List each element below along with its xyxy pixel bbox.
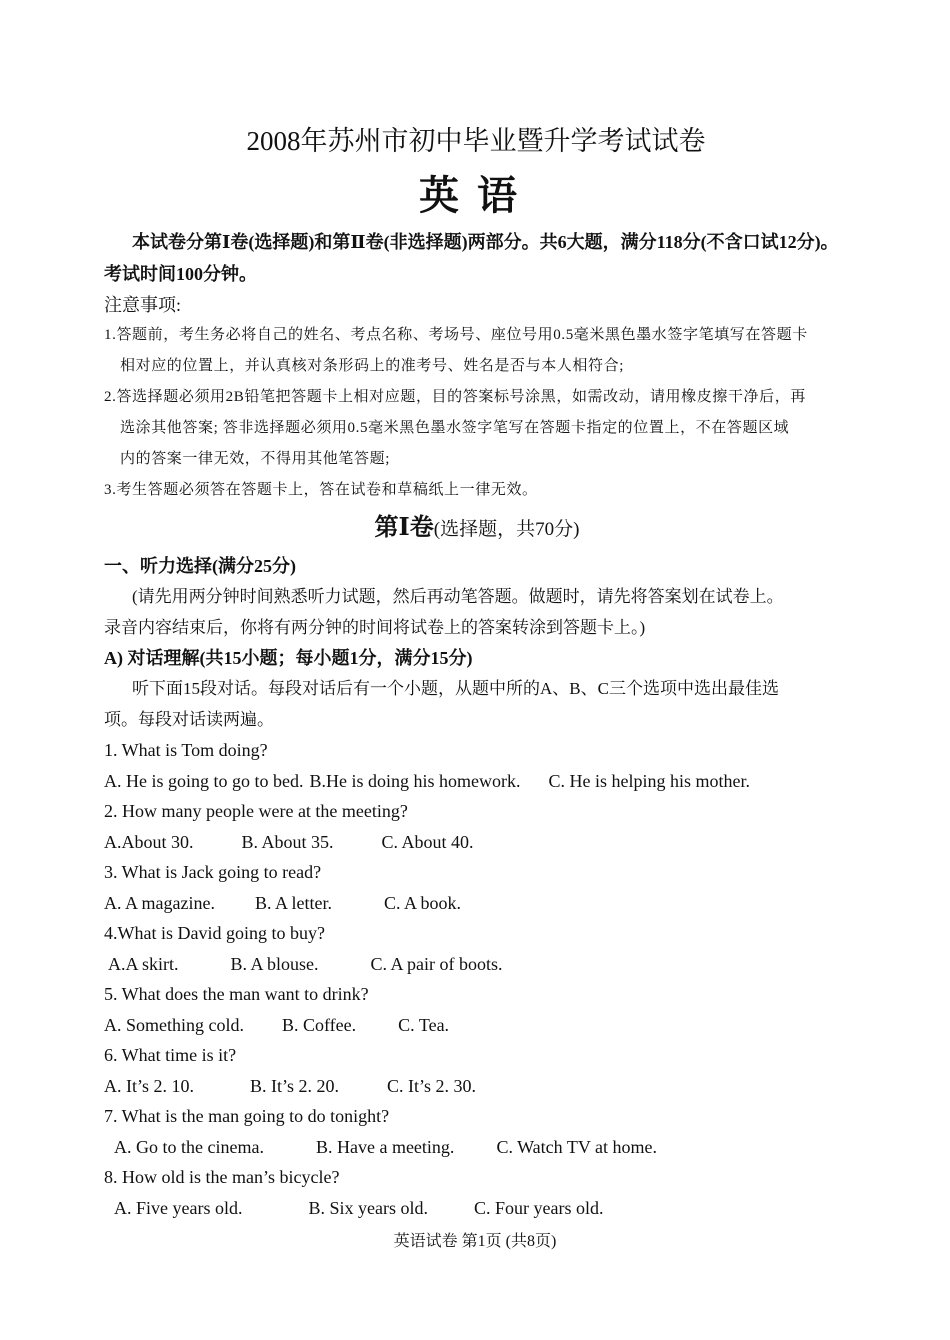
note-item	[104, 320, 850, 382]
option-b: B. Coffee.	[282, 1014, 357, 1035]
instruction-line: 听下面15段对话。每段对话后有一个小题，从题中所的A、B、C三个选项中选出最佳选	[132, 679, 779, 698]
note-item	[104, 475, 850, 506]
note-line: 相对应的位置上，并认真核对条形码上的准考号、姓名是否与本人相符合;	[120, 358, 624, 374]
option-b: B. About 35.	[241, 831, 334, 852]
option-b: B. A letter.	[254, 892, 332, 913]
note-line: 3.考生答题必须答在答题卡上，答在试卷和草稿纸上一律无效。	[104, 482, 538, 498]
question-text: 4.What is David going to buy?	[104, 923, 325, 943]
option-b: B. Have a meeting.	[315, 1136, 455, 1157]
note-line: 选涂其他答案; 答非选择题必须用0.5毫米黑色墨水签字笔写在答题卡指定的位置上，不在答题区域	[120, 420, 790, 436]
note-line: 1.答题前，考生务必将自己的姓名、考点名称、考场号、座位号用0.5毫米黑色墨水签字笔填写在答题卡	[104, 327, 808, 343]
answer-options	[104, 888, 850, 919]
section1-instruction	[104, 581, 850, 643]
option-c: C. A book.	[384, 892, 462, 913]
option-b: B. A blouse.	[230, 953, 319, 974]
answer-options	[104, 766, 850, 797]
option-a: A. It’s 2. 10.	[104, 1075, 194, 1096]
exam-content	[104, 118, 850, 1223]
answer-options	[104, 949, 850, 980]
answer-options	[104, 827, 850, 858]
instruction-line: 录音内容结束后，你将有两分钟的时间将试卷上的答案转涂到答题卡上。)	[104, 618, 646, 637]
option-b: B. It’s 2. 20.	[250, 1075, 340, 1096]
exam-title: 2008年苏州市初中毕业暨升学考试试卷	[246, 126, 706, 156]
sectionA-instruction	[104, 673, 850, 735]
option-c: C. About 40.	[381, 831, 474, 852]
option-a: A. Something cold.	[104, 1014, 244, 1035]
option-a: A. Go to the cinema.	[114, 1136, 264, 1157]
answer-options	[104, 1010, 850, 1041]
option-c: C. Tea.	[398, 1014, 450, 1035]
answer-options	[104, 1132, 850, 1163]
exam-intro: 本试卷分第Ⅰ卷(选择题)和第Ⅱ卷(非选择题)两部分。共6大题，满分118分(不含口试12分)。考试时间100分钟。	[104, 232, 839, 284]
option-c: C. He is helping his mother.	[548, 770, 750, 791]
question-text: 2. How many people were at the meeting?	[104, 801, 408, 821]
instruction-line: (请先用两分钟时间熟悉听力试题，然后再动笔答题。做题时，请先将答案划在试卷上。	[132, 587, 784, 606]
part1-subtitle: (选择题，共70分)	[433, 519, 580, 540]
subject-title: 英语	[419, 173, 535, 218]
option-c: C. Watch TV at home.	[496, 1136, 657, 1157]
question-text: 1. What is Tom doing?	[104, 740, 268, 760]
notes-list	[104, 320, 850, 506]
question-text: 8. How old is the man’s bicycle?	[104, 1167, 340, 1187]
answer-options	[104, 1193, 850, 1224]
note-item	[104, 382, 850, 475]
part1-title: 第Ⅰ卷	[374, 515, 434, 541]
question-text: 7. What is the man going to do tonight?	[104, 1106, 390, 1126]
question-text: 5. What does the man want to drink?	[104, 984, 369, 1004]
option-a: A.A skirt.	[108, 953, 179, 974]
option-c: C. Four years old.	[473, 1197, 604, 1218]
part1-heading	[104, 508, 850, 551]
option-a: A. Five years old.	[114, 1197, 243, 1218]
question-text: 3. What is Jack going to read?	[104, 862, 322, 882]
option-b: B. Six years old.	[308, 1197, 428, 1218]
option-a: A.About 30.	[104, 831, 194, 852]
answer-options	[104, 1071, 850, 1102]
notes-heading: 注意事项:	[104, 295, 182, 315]
page-footer: 英语试卷 第1页 (共8页)	[393, 1233, 557, 1250]
section1-heading: 一、听力选择(满分25分)	[104, 556, 296, 576]
option-a: A. A magazine.	[104, 892, 215, 913]
option-c: C. It’s 2. 30.	[387, 1075, 477, 1096]
question-text: 6. What time is it?	[104, 1045, 237, 1065]
note-line: 2.答选择题必须用2B铅笔把答题卡上相对应题，目的答案标号涂黑，如需改动，请用橡皮擦干净后，再	[104, 389, 806, 405]
question-list	[104, 735, 850, 1223]
sectionA-heading: A) 对话理解(共15小题；每小题1分，满分15分)	[104, 648, 473, 668]
option-c: C. A pair of boots.	[370, 953, 503, 974]
instruction-line: 项。每段对话读两遍。	[104, 710, 274, 729]
option-a: A. He is going to go to bed.	[104, 770, 304, 791]
note-line: 内的答案一律无效，不得用其他笔答题;	[120, 451, 390, 467]
option-b: B.He is doing his homework.	[309, 770, 521, 791]
